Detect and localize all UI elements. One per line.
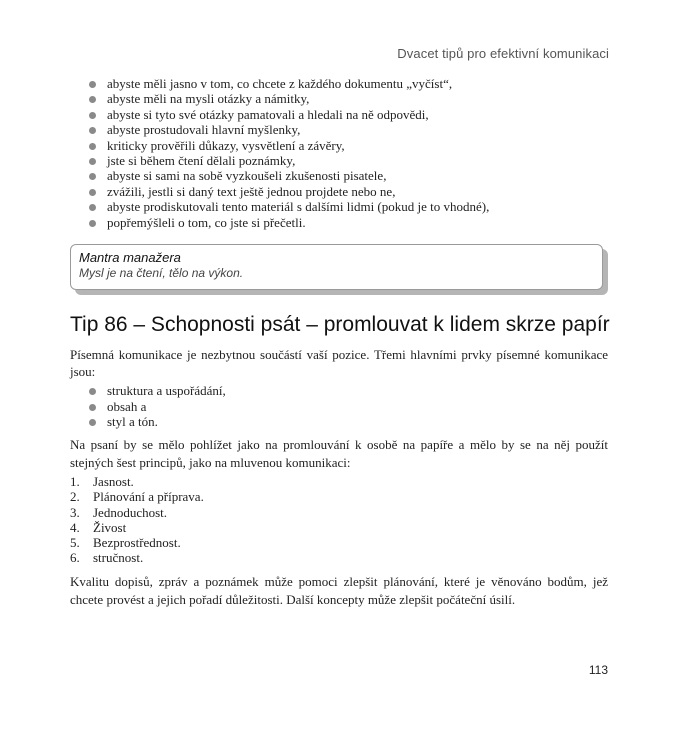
list-item: abyste měli na mysli otázky a námitky, bbox=[70, 91, 608, 106]
list-item: struktura a uspořádání, bbox=[70, 383, 608, 399]
list-item bbox=[70, 535, 608, 550]
list-item: abyste si tyto své otázky pamatovali a hledali na ně odpovědi, bbox=[70, 107, 608, 122]
list-item bbox=[70, 505, 608, 520]
reading-bullet-list bbox=[70, 76, 608, 230]
list-item: abyste prodiskutovali tento materiál s dalšími lidmi (pokud je to vhodné), bbox=[70, 199, 608, 214]
item-number: 1. bbox=[70, 474, 80, 489]
mantra-title: Mantra manažera bbox=[79, 250, 181, 265]
item-text: Plánování a příprava. bbox=[93, 489, 204, 505]
item-text: stručnost. bbox=[93, 550, 144, 566]
list-item: jste si během čtení dělali poznámky, bbox=[70, 153, 608, 168]
elements-bullet-list bbox=[70, 383, 608, 430]
closing-paragraph: Kvalitu dopisů, zpráv a poznámek může pomoci zlepšit plánování, které je věnováno bodům, jež chcete provést a jejich pořadí důležitosti. Další koncepty může zlepšit počáteční úsilí. bbox=[70, 574, 608, 607]
item-number: 3. bbox=[70, 504, 80, 520]
list-item: abyste si sami na sobě vyzkoušeli zkušenosti pisatele, bbox=[70, 168, 608, 183]
item-text: Živost bbox=[93, 519, 127, 535]
list-item: styl a tón. bbox=[70, 414, 608, 430]
principles-numbered-list bbox=[70, 474, 608, 566]
list-item: abyste prostudovali hlavní myšlenky, bbox=[70, 122, 608, 137]
list-item: abyste měli jasno v tom, co chcete z každého dokumentu „vyčíst“, bbox=[70, 76, 608, 91]
mantra-box bbox=[70, 244, 603, 290]
item-text: Bezprostřednost. bbox=[93, 535, 181, 551]
mantra-text: Mysl je na čtení, tělo na výkon. bbox=[79, 266, 244, 280]
item-number: 5. bbox=[70, 535, 80, 551]
item-number: 2. bbox=[70, 489, 80, 505]
page-number: 113 bbox=[588, 663, 608, 677]
principles-paragraph: Na psaní by se mělo pohlížet jako na promlouvání k osobě na papíře a mělo by se na něj použít stejných šest principů, jako na mluvenou komunikaci: bbox=[70, 437, 608, 470]
item-text: Jasnost. bbox=[93, 474, 134, 489]
list-item bbox=[70, 489, 608, 504]
item-text: Jednoduchost. bbox=[93, 504, 168, 520]
intro-paragraph: Písemná komunikace je nezbytnou součástí vaší pozice. Třemi hlavními prvky písemné komunikace jsou: bbox=[70, 347, 608, 379]
item-number: 4. bbox=[70, 519, 80, 535]
running-header: Dvacet tipů pro efektivní komunikaci bbox=[397, 46, 609, 61]
list-item: obsah a bbox=[70, 399, 608, 415]
list-item: zvážili, jestli si daný text ještě jednou projdete nebo ne, bbox=[70, 184, 608, 199]
section-title: Tip 86 – Schopnosti psát – promlouvat k lidem skrze papír bbox=[70, 313, 610, 336]
list-item: kriticky prověřili důkazy, vysvětlení a závěry, bbox=[70, 138, 608, 153]
list-item bbox=[70, 474, 608, 489]
item-number: 6. bbox=[70, 550, 80, 566]
list-item: popřemýšleli o tom, co jste si přečetli. bbox=[70, 215, 608, 230]
list-item bbox=[70, 550, 608, 565]
list-item bbox=[70, 520, 608, 535]
